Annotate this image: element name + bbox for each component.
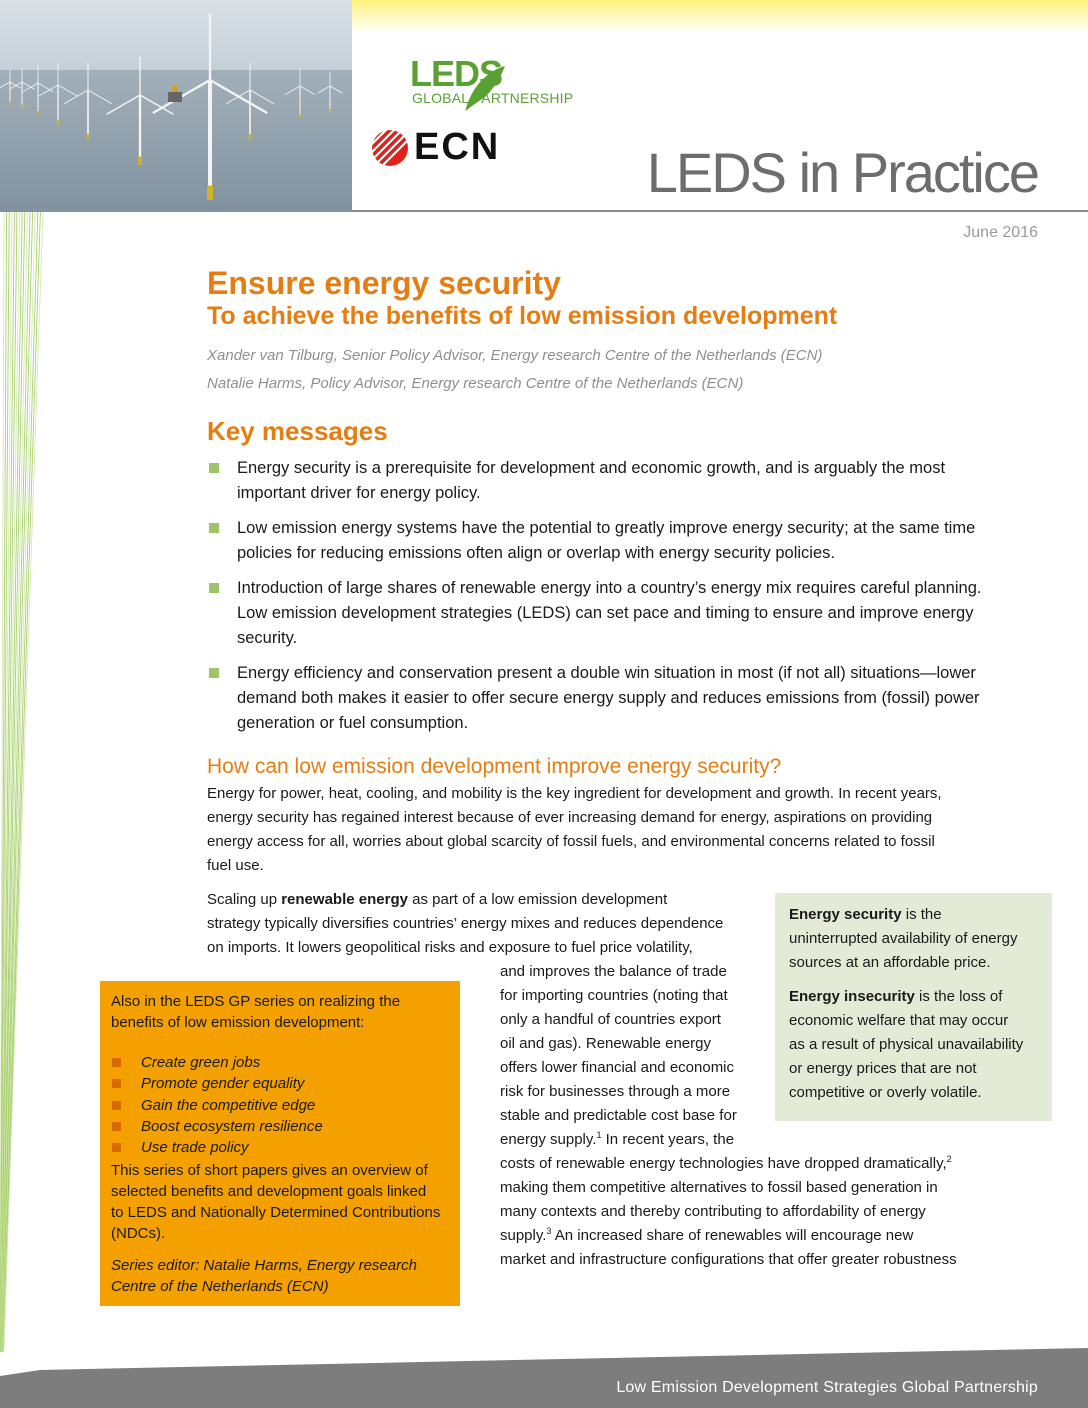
author-line: Natalie Harms, Policy Advisor, Energy research Centre of the Netherlands (ECN) bbox=[207, 375, 744, 392]
list-item-text: Energy security is a prerequisite for development and economic growth, and is arguably the most important driver for energy policy. bbox=[237, 459, 946, 502]
series-info-box bbox=[100, 981, 460, 1306]
definition-line: uninterrupted availability of energy bbox=[789, 930, 1018, 947]
footer-text: Low Emission Development Strategies Global Partnership bbox=[616, 1379, 1038, 1396]
list-item-text: Introduction of large shares of renewable energy into a country’s energy mix requires careful planning. Low emission development strategies (LEDS) can set pace and timing to ensure and improve energy security. bbox=[237, 579, 982, 647]
ecn-logo-word: ECN bbox=[414, 126, 501, 168]
key-messages-list bbox=[207, 456, 997, 746]
square-bullet-icon bbox=[112, 1122, 121, 1131]
definition-line: Energy insecurity is the loss of bbox=[789, 988, 1003, 1005]
author-line: Xander van Tilburg, Senior Policy Advisor, Energy research Centre of the Netherlands (ECN) bbox=[207, 347, 823, 364]
body-line: making them competitive alternatives to fossil based generation in bbox=[500, 1179, 938, 1196]
page-subtitle: To achieve the benefits of low emission development bbox=[207, 302, 838, 330]
header-yellow-band bbox=[350, 0, 1088, 34]
series-item[interactable]: Boost ecosystem resilience bbox=[111, 1116, 323, 1137]
square-bullet-icon bbox=[112, 1101, 121, 1110]
square-bullet-icon bbox=[112, 1058, 121, 1067]
green-line bbox=[3, 212, 38, 1352]
body-line: stable and predictable cost base for bbox=[500, 1107, 737, 1124]
body-line: strategy typically diversifies countries’ energy mixes and reduces dependence bbox=[207, 915, 724, 932]
definition-line: as a result of physical unavailability bbox=[789, 1036, 1024, 1053]
green-line bbox=[3, 212, 33, 1352]
square-bullet-icon bbox=[209, 583, 219, 593]
body-line: Energy for power, heat, cooling, and mobility is the key ingredient for development and growth. In recent years, bbox=[207, 785, 942, 802]
section-heading: How can low emission development improve energy security? bbox=[207, 755, 782, 778]
decorative-green-lines bbox=[0, 212, 80, 1352]
body-line: Scaling up renewable energy as part of a low emission development bbox=[207, 891, 668, 908]
series-editor: Series editor: Natalie Harms, Energy research Centre of the Netherlands (ECN) bbox=[111, 1257, 417, 1295]
series-list bbox=[111, 1052, 323, 1158]
bold-term: renewable energy bbox=[281, 891, 408, 908]
body-line: only a handful of countries export bbox=[500, 1011, 721, 1028]
list-item bbox=[207, 456, 997, 506]
list-item bbox=[207, 661, 997, 736]
body-line: offers lower financial and economic bbox=[500, 1059, 735, 1076]
list-item-text: Energy efficiency and conservation present a double win situation in most (if not all) situations—lower demand both makes it easier to offer secure energy supply and reduces emissions from (fossil) power generation or fuel consumption. bbox=[237, 664, 980, 732]
series-item[interactable]: Promote gender equality bbox=[111, 1073, 323, 1094]
series-item[interactable]: Gain the competitive edge bbox=[111, 1095, 323, 1116]
square-bullet-icon bbox=[209, 668, 219, 678]
list-item-text: Low emission energy systems have the potential to greatly improve energy security; at the same time policies for reducing emissions often align or overlap with energy security policies. bbox=[237, 519, 976, 562]
series-item[interactable]: Create green jobs bbox=[111, 1052, 323, 1073]
definition-line: or energy prices that are not bbox=[789, 1060, 977, 1077]
body-line: for importing countries (noting that bbox=[500, 987, 728, 1004]
square-bullet-icon bbox=[209, 523, 219, 533]
square-bullet-icon bbox=[112, 1079, 121, 1088]
definition-term: Energy security bbox=[789, 906, 902, 923]
definition-line: competitive or overly volatile. bbox=[789, 1084, 982, 1101]
wind-farm-photo bbox=[0, 0, 352, 212]
list-item bbox=[207, 516, 997, 566]
definition-line: sources at an affordable price. bbox=[789, 954, 991, 971]
definition-term: Energy insecurity bbox=[789, 988, 915, 1005]
key-messages-heading: Key messages bbox=[207, 416, 388, 446]
body-line: risk for businesses through a more bbox=[500, 1083, 731, 1100]
body-line: costs of renewable energy technologies have dropped dramatically,$^2$ bbox=[500, 1154, 952, 1172]
footer-band bbox=[0, 1348, 1088, 1408]
footnote-ref[interactable]: 1 bbox=[596, 1130, 602, 1140]
body-line: supply.$^3$ An increased share of renewables will encourage new bbox=[500, 1226, 914, 1244]
square-bullet-icon bbox=[209, 463, 219, 473]
body-line: many contexts and thereby contributing to affordability of energy bbox=[500, 1203, 926, 1220]
body-line: on imports. It lowers geopolitical risks and exposure to fuel price volatility, bbox=[207, 939, 693, 956]
series-item[interactable]: Use trade policy bbox=[111, 1137, 323, 1158]
definition-line: Energy security is the bbox=[789, 906, 942, 923]
series-intro: Also in the LEDS GP series on realizing the benefits of low emission development: bbox=[111, 993, 401, 1031]
body-line: oil and gas). Renewable energy bbox=[500, 1035, 711, 1052]
definition-line: economic welfare that may occur bbox=[789, 1012, 1009, 1029]
body-line: energy access for all, worries about global scarcity of fossil fuels, and environmental concerns related to fossil bbox=[207, 833, 935, 850]
header-rule bbox=[352, 210, 1088, 212]
footnote-ref[interactable]: 2 bbox=[946, 1154, 952, 1164]
list-item bbox=[207, 576, 997, 651]
ecn-stripes-icon bbox=[370, 128, 410, 168]
leds-logo-subtitle: GLOBAL PARTNERSHIP bbox=[412, 90, 574, 106]
square-bullet-icon bbox=[112, 1143, 121, 1152]
series-title: LEDS in Practice bbox=[646, 141, 1038, 204]
body-line: energy supply.$^1$ In recent years, the bbox=[500, 1130, 735, 1148]
leds-logo-word: LEDS bbox=[410, 53, 503, 94]
page-title: Ensure energy security bbox=[207, 265, 561, 301]
body-line: fuel use. bbox=[207, 857, 264, 874]
series-description: This series of short papers gives an overview of selected benefits and development goals linked to LEDS and Nationally Determined Contributions (NDCs). bbox=[111, 1162, 441, 1242]
definitions-box bbox=[775, 893, 1052, 1121]
body-line: market and infrastructure configurations that offer greater robustness bbox=[500, 1251, 957, 1268]
body-line: and improves the balance of trade bbox=[500, 963, 727, 980]
publication-date: June 2016 bbox=[963, 224, 1038, 241]
footnote-ref[interactable]: 3 bbox=[546, 1226, 552, 1236]
body-line: energy security has regained interest because of ever increasing demand for energy, aspirations on providing bbox=[207, 809, 933, 826]
